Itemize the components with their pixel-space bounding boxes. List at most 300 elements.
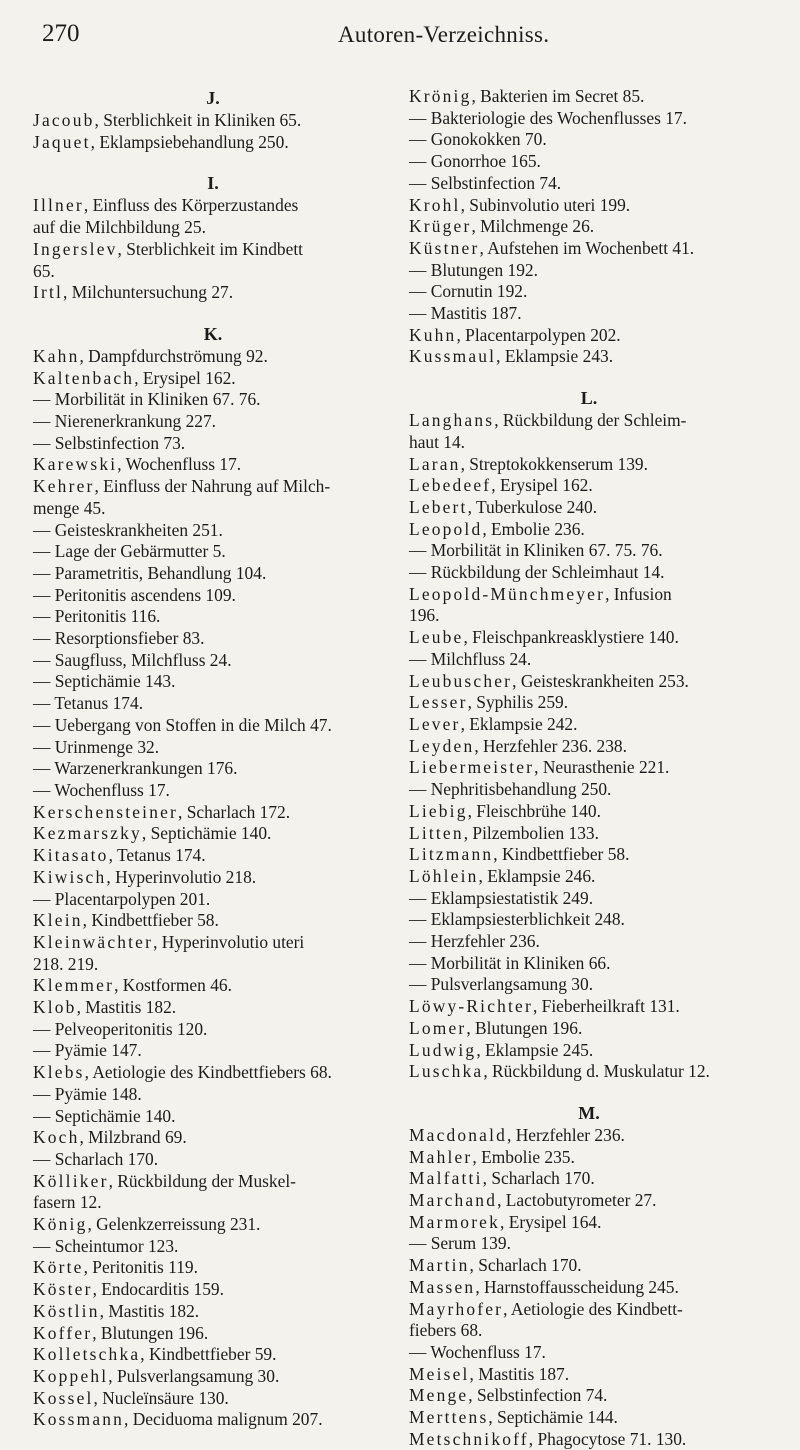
author-name: Mahler xyxy=(409,1146,473,1167)
entry-text: , Hyperinvolutio 218. xyxy=(106,866,257,887)
index-entry xyxy=(409,866,769,888)
entry-text: — Milchfluss 24. xyxy=(409,648,532,669)
author-name: Marmorek xyxy=(409,1211,501,1232)
index-entry-continuation xyxy=(409,432,769,454)
index-entry xyxy=(409,649,769,671)
index-entry xyxy=(33,606,393,628)
index-entry xyxy=(409,1255,769,1277)
entry-text: , Aufstehen im Wochenbett 41. xyxy=(479,237,695,258)
entry-text: , Erysipel 164. xyxy=(500,1211,602,1232)
section-gap xyxy=(33,304,393,322)
index-entry xyxy=(33,1084,393,1106)
index-entry xyxy=(409,1168,769,1190)
index-entry xyxy=(33,1409,393,1431)
index-entry xyxy=(33,1257,393,1279)
entry-text: , Milchuntersuchung 27. xyxy=(63,282,234,303)
index-entry xyxy=(33,997,393,1019)
entry-text: , Kostformen 46. xyxy=(114,975,232,996)
index-entry xyxy=(409,844,769,866)
index-entry xyxy=(33,1236,393,1258)
author-name: Merttens xyxy=(409,1407,489,1428)
index-entry xyxy=(33,1040,393,1062)
author-name: Klemmer xyxy=(33,975,115,996)
index-entry-continuation xyxy=(33,954,393,976)
entry-text: , Embolie 235. xyxy=(472,1146,575,1167)
entry-text: , Mastitis 182. xyxy=(99,1300,200,1321)
index-entry xyxy=(33,585,393,607)
author-name: Lebedeef xyxy=(409,475,492,496)
entry-text: — Morbilität in Kliniken 67. 75. 76. xyxy=(409,540,663,561)
entry-text: fasern 12. xyxy=(33,1192,102,1213)
author-name: Litten xyxy=(409,822,464,843)
entry-text: — Selbstinfection 73. xyxy=(33,432,186,453)
author-name: Leubuscher xyxy=(409,670,513,691)
index-entry xyxy=(33,433,393,455)
index-entry xyxy=(409,216,769,238)
author-name: Kossmann xyxy=(33,1409,125,1430)
index-entry xyxy=(409,475,769,497)
index-entry xyxy=(33,368,393,390)
section-letter: I. xyxy=(207,173,219,194)
section-letter: J. xyxy=(206,88,220,108)
section-gap xyxy=(33,153,393,171)
index-entry xyxy=(33,889,393,911)
index-entry xyxy=(409,823,769,845)
index-entry xyxy=(33,541,393,563)
entry-text: — Pyämie 147. xyxy=(33,1040,142,1061)
index-entry xyxy=(409,497,769,519)
index-entry xyxy=(33,454,393,476)
index-entry-continuation xyxy=(33,217,393,239)
right-column xyxy=(409,86,769,1450)
entry-text: — Wochenfluss 17. xyxy=(409,1341,546,1362)
author-name: Köster xyxy=(33,1279,93,1300)
index-entry xyxy=(409,692,769,714)
index-entry xyxy=(409,1407,769,1429)
left-column xyxy=(33,86,393,1431)
entry-text: — Herzfehler 236. xyxy=(409,931,540,952)
entry-text: — Cornutin 192. xyxy=(409,281,528,302)
index-entry xyxy=(409,519,769,541)
author-name: Karewski xyxy=(33,454,118,475)
index-entry xyxy=(409,779,769,801)
index-entry xyxy=(33,476,393,498)
entry-text: , Erysipel 162. xyxy=(134,367,236,388)
author-name: Klebs xyxy=(33,1062,85,1083)
index-entry xyxy=(33,563,393,585)
author-name: Langhans xyxy=(409,410,495,431)
index-entry xyxy=(33,1062,393,1084)
entry-text: , Endocarditis 159. xyxy=(92,1279,224,1300)
author-name: Malfatti xyxy=(409,1168,483,1189)
author-name: Kiwisch xyxy=(33,866,107,887)
author-name: Kezmarszky xyxy=(33,823,142,844)
index-entry xyxy=(409,1061,769,1083)
entry-text: — Serum 139. xyxy=(409,1233,511,1254)
index-entry xyxy=(33,628,393,650)
index-entry xyxy=(409,325,769,347)
index-entry xyxy=(409,86,769,108)
entry-text: , Herzfehler 236. 238. xyxy=(474,735,627,756)
index-entry xyxy=(409,627,769,649)
entry-text: , Selbstinfection 74. xyxy=(468,1385,608,1406)
index-entry xyxy=(33,737,393,759)
entry-text: , Aetiologie des Kindbettfiebers 68. xyxy=(84,1062,332,1083)
entry-text: , Fieberheilkraft 131. xyxy=(532,996,680,1017)
entry-text: , Milzbrand 69. xyxy=(79,1127,187,1148)
index-entry xyxy=(33,867,393,889)
index-entry xyxy=(409,953,769,975)
index-entry xyxy=(33,823,393,845)
entry-text: — Scharlach 170. xyxy=(33,1148,159,1169)
entry-text: — Saugfluss, Milchfluss 24. xyxy=(33,649,232,670)
index-entry xyxy=(409,1429,769,1450)
entry-text: , Erysipel 162. xyxy=(491,475,593,496)
author-name: Küstner xyxy=(409,237,480,258)
index-entry xyxy=(33,715,393,737)
entry-text: — Tetanus 174. xyxy=(33,693,144,714)
entry-text: , Scharlach 172. xyxy=(178,801,291,822)
entry-text: — Selbstinfection 74. xyxy=(409,172,562,193)
entry-text: — Pelveoperitonitis 120. xyxy=(33,1018,208,1039)
entry-text: , Gelenkzerreissung 231. xyxy=(87,1214,261,1235)
author-name: Leyden xyxy=(409,735,475,756)
entry-text: , Blutungen 196. xyxy=(466,1017,583,1038)
index-entry xyxy=(409,757,769,779)
entry-text: , Deciduoma malignum 207. xyxy=(124,1409,323,1430)
entry-text: — Eklampsiestatistik 249. xyxy=(409,887,594,908)
entry-text: , Nucleïnsäure 130. xyxy=(93,1387,229,1408)
entry-text: , Rückbildung der Muskel- xyxy=(108,1170,296,1191)
entry-text: , Herzfehler 236. xyxy=(507,1124,625,1145)
entry-text: , Fleischbrühe 140. xyxy=(467,800,601,821)
index-entry xyxy=(33,411,393,433)
index-entry xyxy=(33,932,393,954)
author-name: Klein xyxy=(33,910,83,931)
author-name: Metschnikoff xyxy=(409,1428,529,1449)
index-entry xyxy=(409,238,769,260)
entry-text: , Einfluss des Körperzustandes xyxy=(83,195,299,216)
section-gap xyxy=(409,1083,769,1101)
author-name: Kölliker xyxy=(33,1170,109,1191)
index-entry xyxy=(409,1277,769,1299)
index-entry xyxy=(33,1388,393,1410)
index-entry xyxy=(409,303,769,325)
author-name: Ludwig xyxy=(409,1039,477,1060)
index-entry xyxy=(33,132,393,154)
index-entry xyxy=(33,693,393,715)
entry-text: — Uebergang von Stoffen in die Milch 47. xyxy=(33,714,332,735)
author-name: Krönig xyxy=(409,86,472,106)
index-entry xyxy=(33,1366,393,1388)
index-entry xyxy=(409,736,769,758)
index-entry xyxy=(33,845,393,867)
index-entry xyxy=(33,671,393,693)
author-name: Kerschensteiner xyxy=(33,801,179,822)
index-entry xyxy=(409,974,769,996)
entry-text: — Septichämie 140. xyxy=(33,1105,176,1126)
author-name: Kolletschka xyxy=(33,1344,141,1365)
entry-text: , Placentarpolypen 202. xyxy=(456,324,621,345)
index-entry xyxy=(33,1127,393,1149)
index-entry xyxy=(409,260,769,282)
entry-text: — Pulsverlangsamung 30. xyxy=(409,974,594,995)
author-name: Kaltenbach xyxy=(33,367,135,388)
section-gap xyxy=(409,368,769,386)
page-header xyxy=(42,20,740,52)
author-name: Kuhn xyxy=(409,324,457,345)
entry-text: — Blutungen 192. xyxy=(409,259,538,280)
author-name: Massen xyxy=(409,1276,476,1297)
entry-text: , Kindbettfieber 58. xyxy=(493,844,630,865)
author-name: Klob xyxy=(33,997,77,1018)
entry-text: — Rückbildung der Schleimhaut 14. xyxy=(409,562,665,583)
author-name: Jacoub xyxy=(33,110,95,130)
index-entry xyxy=(409,1018,769,1040)
entry-text: , Syphilis 259. xyxy=(467,692,569,713)
index-entry xyxy=(409,1385,769,1407)
entry-text: , Lactobutyrometer 27. xyxy=(497,1190,657,1211)
author-name: Lebert xyxy=(409,496,468,517)
entry-text: , Eklampsie 246. xyxy=(478,865,596,886)
entry-text: , Mastitis 187. xyxy=(469,1363,570,1384)
index-entry-continuation xyxy=(33,261,393,283)
author-name: Krohl xyxy=(409,194,461,215)
index-entry xyxy=(409,108,769,130)
entry-text: , Einfluss der Nahrung auf Milch- xyxy=(94,476,331,497)
section-letter: K. xyxy=(203,323,223,344)
entry-text: fiebers 68. xyxy=(409,1320,483,1341)
entry-text: , Tuberkulose 240. xyxy=(467,496,598,517)
index-entry xyxy=(33,1323,393,1345)
entry-text: — Pyämie 148. xyxy=(33,1083,142,1104)
entry-text: — Morbilität in Kliniken 67. 76. xyxy=(33,389,261,410)
entry-text: , Subinvolutio uteri 199. xyxy=(460,194,631,215)
index-entry xyxy=(409,151,769,173)
index-entry xyxy=(409,1364,769,1386)
index-entry xyxy=(33,346,393,368)
entry-text: , Scharlach 170. xyxy=(482,1168,595,1189)
index-entry xyxy=(33,1214,393,1236)
entry-text: , Rückbildung der Schleim- xyxy=(494,410,687,431)
index-entry xyxy=(33,1019,393,1041)
entry-text: — Placentarpolypen 201. xyxy=(33,888,211,909)
section-letter: M. xyxy=(578,1102,600,1123)
entry-text: — Nierenerkrankung 227. xyxy=(33,411,217,432)
index-entry xyxy=(33,1149,393,1171)
index-entry xyxy=(409,1147,769,1169)
index-entry xyxy=(409,584,769,606)
entry-text: , Septichämie 144. xyxy=(488,1407,618,1428)
author-name: Lever xyxy=(409,713,461,734)
author-name: Menge xyxy=(409,1385,469,1406)
running-head: Autoren-Verzeichniss. xyxy=(338,22,550,47)
author-name: Laran xyxy=(409,453,461,474)
index-entry xyxy=(409,1190,769,1212)
entry-text: 218. 219. xyxy=(33,953,99,974)
author-name: Jaquet xyxy=(33,131,91,152)
author-name: Martin xyxy=(409,1255,470,1276)
entry-text: , Scharlach 170. xyxy=(469,1255,582,1276)
author-name: Leopold-Münchmeyer xyxy=(409,583,606,604)
section-letter: L. xyxy=(580,388,598,409)
entry-text: — Septichämie 143. xyxy=(33,671,176,692)
entry-text: , Pilzembolien 133. xyxy=(463,822,599,843)
index-entry xyxy=(409,281,769,303)
index-entry xyxy=(409,1212,769,1234)
entry-text: , Tetanus 174. xyxy=(108,845,206,866)
author-name: Lomer xyxy=(409,1017,467,1038)
author-name: Koffer xyxy=(33,1322,93,1343)
author-name: Löwy-Richter xyxy=(409,996,533,1017)
entry-text: , Fleischpankreasklystiere 140. xyxy=(463,627,679,648)
entry-text: — Resorptionsfieber 83. xyxy=(33,628,205,649)
entry-text: — Scheintumor 123. xyxy=(33,1235,179,1256)
entry-text: — Gonorrhoe 165. xyxy=(409,151,541,172)
author-name: Kussmaul xyxy=(409,346,497,367)
index-entry-continuation xyxy=(33,1192,393,1214)
entry-text: , Mastitis 182. xyxy=(76,997,177,1018)
entry-text: , Hyperinvolutio uteri xyxy=(153,931,305,952)
entry-text: , Geisteskrankheiten 253. xyxy=(512,670,689,691)
author-name: Liebermeister xyxy=(409,757,535,778)
author-name: Ingerslev xyxy=(33,238,118,259)
index-entry xyxy=(33,758,393,780)
index-entry xyxy=(409,346,769,368)
index-entry xyxy=(33,1279,393,1301)
index-entry xyxy=(33,520,393,542)
entry-text: , Bakterien im Secret 85. xyxy=(471,86,645,106)
index-entry xyxy=(33,910,393,932)
entry-text: , Harnstoffausscheidung 245. xyxy=(475,1276,679,1297)
author-name: König xyxy=(33,1214,88,1235)
entry-text: , Sterblichkeit im Kindbett xyxy=(117,238,303,259)
index-entry xyxy=(33,389,393,411)
entry-text: — Bakteriologie des Wochenflusses 17. xyxy=(409,107,687,128)
author-name: Irtl xyxy=(33,282,64,303)
author-name: Liebig xyxy=(409,800,468,821)
index-entry xyxy=(33,195,393,217)
entry-text: — Urinmenge 32. xyxy=(33,736,160,757)
entry-text: , Eklampsiebehandlung 250. xyxy=(90,131,289,152)
entry-text: — Morbilität in Kliniken 66. xyxy=(409,952,611,973)
index-entry xyxy=(33,975,393,997)
entry-text: , Eklampsie 245. xyxy=(476,1039,594,1060)
entry-text: , Blutungen 196. xyxy=(92,1322,209,1343)
index-entry xyxy=(409,410,769,432)
index-entry xyxy=(409,173,769,195)
index-entry xyxy=(409,1125,769,1147)
author-name: Lesser xyxy=(409,692,468,713)
index-entry xyxy=(409,129,769,151)
entry-text: menge 45. xyxy=(33,497,106,518)
entry-text: , Eklampsie 242. xyxy=(460,713,578,734)
index-entry xyxy=(409,1233,769,1255)
entry-text: — Peritonitis ascendens 109. xyxy=(33,584,236,605)
index-entry xyxy=(409,1299,769,1321)
author-name: Meisel xyxy=(409,1363,470,1384)
entry-text: , Infusion xyxy=(605,583,672,604)
entry-text: , Eklampsie 243. xyxy=(496,346,614,367)
author-name: Macdonald xyxy=(409,1124,508,1145)
author-name: Litzmann xyxy=(409,844,494,865)
entry-text: , Kindbettfieber 58. xyxy=(82,910,219,931)
index-entry xyxy=(409,888,769,910)
entry-text: — Nephritisbehandlung 250. xyxy=(409,779,612,800)
author-name: Kehrer xyxy=(33,476,95,497)
index-entry xyxy=(409,931,769,953)
index-entry xyxy=(409,540,769,562)
entry-text: 65. xyxy=(33,260,55,281)
entry-text: — Parametritis, Behandlung 104. xyxy=(33,562,267,583)
index-entry xyxy=(33,239,393,261)
author-name: Köstlin xyxy=(33,1300,100,1321)
entry-text: , Kindbettfieber 59. xyxy=(140,1344,277,1365)
author-name: Illner xyxy=(33,195,84,216)
entry-text: — Lage der Gebärmutter 5. xyxy=(33,541,226,562)
index-entry xyxy=(409,562,769,584)
index-entry xyxy=(409,909,769,931)
author-name: Krüger xyxy=(409,216,472,237)
entry-text: auf die Milchbildung 25. xyxy=(33,217,206,238)
author-name: Leube xyxy=(409,627,464,648)
author-name: Kahn xyxy=(33,345,80,366)
entry-text: — Gonokokken 70. xyxy=(409,129,547,150)
index-entry xyxy=(409,1040,769,1062)
entry-text: , Milchmenge 26. xyxy=(471,216,595,237)
entry-text: , Wochenfluss 17. xyxy=(117,454,242,475)
entry-text: — Peritonitis 116. xyxy=(33,606,161,627)
index-entry xyxy=(33,1301,393,1323)
entry-text: — Geisteskrankheiten 251. xyxy=(33,519,223,540)
author-name: Marchand xyxy=(409,1190,498,1211)
index-entry xyxy=(33,282,393,304)
entry-text: , Aetiologie des Kindbett- xyxy=(503,1298,683,1319)
index-entry xyxy=(33,1171,393,1193)
index-entry xyxy=(409,195,769,217)
index-entry xyxy=(33,1106,393,1128)
index-entry xyxy=(409,996,769,1018)
entry-text: — Mastitis 187. xyxy=(409,303,522,324)
index-entry-continuation xyxy=(409,1320,769,1342)
entry-text: — Warzenerkrankungen 176. xyxy=(33,758,238,779)
author-name: Körte xyxy=(33,1257,84,1278)
entry-text: , Sterblichkeit in Kliniken 65. xyxy=(94,110,302,130)
index-entry xyxy=(33,650,393,672)
page-number: 270 xyxy=(42,20,80,47)
index-entry-continuation xyxy=(409,605,769,627)
author-name: Löhlein xyxy=(409,865,479,886)
entry-text: , Neurasthenie 221. xyxy=(534,757,670,778)
index-entry xyxy=(33,110,393,132)
entry-text: , Dampfdurchströmung 92. xyxy=(79,345,268,366)
author-name: Koppehl xyxy=(33,1365,109,1386)
index-entry xyxy=(409,801,769,823)
index-entry xyxy=(33,1344,393,1366)
entry-text: , Phagocytose 71. 130. xyxy=(528,1428,687,1449)
index-entry xyxy=(409,671,769,693)
index-entry xyxy=(409,454,769,476)
author-name: Leopold xyxy=(409,518,483,539)
entry-text: , Peritonitis 119. xyxy=(83,1257,198,1278)
index-entry xyxy=(409,714,769,736)
index-entry-continuation xyxy=(33,498,393,520)
entry-text: — Eklampsiesterblichkeit 248. xyxy=(409,909,625,930)
author-name: Kleinwächter xyxy=(33,931,154,952)
index-entry xyxy=(33,802,393,824)
index-entry xyxy=(409,1342,769,1364)
entry-text: , Rückbildung d. Muskulatur 12. xyxy=(483,1061,710,1082)
